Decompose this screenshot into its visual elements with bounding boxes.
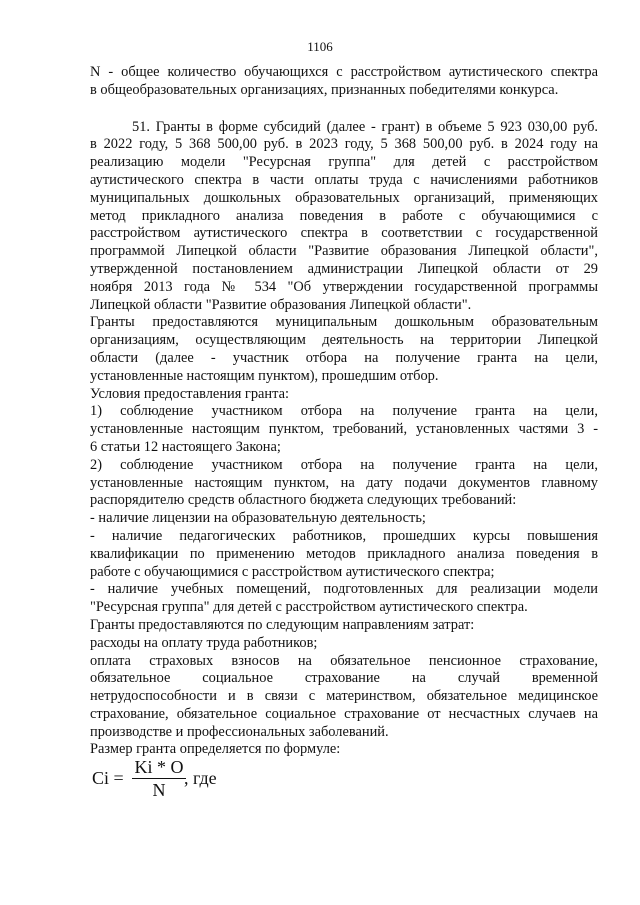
text-line: Размер гранта определяется по формуле: <box>90 741 341 758</box>
page-number: 1106 <box>307 39 333 54</box>
text-line: установленные настоящим пунктом, требований, установленных частями 3 - <box>90 421 598 438</box>
text-line: обязательное социальное страхование на случай временной <box>90 670 598 687</box>
text-line: установленные настоящим пунктом), прошедшим отбор. <box>90 367 439 384</box>
text-line: расстройством аутистического спектра в соответствии с государственной <box>90 225 598 242</box>
formula-numerator: Ki * O <box>134 757 184 777</box>
text-line: реализацию модели "Ресурсная группа" для детей с расстройством <box>90 154 598 171</box>
text-line: "Ресурсная группа" для детей с расстройством аутистического спектра. <box>90 599 528 616</box>
text-line: утвержденной постановлением администрации Липецкой области от 29 <box>90 260 598 277</box>
text-line: организациям, осуществляющим деятельность на территории Липецкой <box>90 332 598 349</box>
text-line: Гранты предоставляются муниципальным дошкольным образовательным <box>90 314 598 331</box>
text-line: квалификации по применению методов прикладного анализа поведения в <box>90 545 598 562</box>
text-line: программой Липецкой области "Развитие образования Липецкой области", <box>90 243 598 260</box>
text-line: в 2022 году, 5 368 500,00 руб. в 2023 году, 5 368 500,00 руб. в 2024 году на <box>90 136 598 153</box>
text-line: аутистического спектра в части оплаты труда с начислениями работников <box>90 171 598 188</box>
text-line: оплата страховых взносов на обязательное пенсионное страхование, <box>90 652 598 669</box>
text-line: N - общее количество обучающихся с расстройством аутистического спектра <box>90 64 598 80</box>
text-line: области (далее - участник отбора на получение гранта на цели, <box>90 349 598 366</box>
text-line: 1) соблюдение участником отбора на получение гранта на цели, <box>90 403 598 420</box>
text-line: 2) соблюдение участником отбора на получение гранта на цели, <box>90 456 598 473</box>
document-body <box>90 64 598 759</box>
text-line: метод прикладного анализа поведения в работе с обучающимися с <box>90 207 598 224</box>
text-line: - наличие лицензии на образовательную деятельность; <box>90 510 426 527</box>
paragraph-gap <box>90 100 598 119</box>
text-line: - наличие учебных помещений, подготовленных для реализации модели <box>90 581 598 598</box>
text-line: Условия предоставления гранта: <box>90 385 289 402</box>
text-line: страхование, обязательное социальное страхование от несчастных случаев на <box>90 705 598 722</box>
formula-denominator: N <box>152 780 166 800</box>
text-line: муниципальных дошкольных образовательных организаций, применяющих <box>90 189 598 206</box>
text-line: установленные настоящим пунктом, на дату подачи документов главному <box>90 474 598 491</box>
text-line: расходы на оплату труда работников; <box>90 634 318 651</box>
text-line: работе с обучающимися с расстройством аутистического спектра; <box>90 563 495 580</box>
text-line: - наличие педагогических работников, прошедших курсы повышения <box>90 527 598 544</box>
text-line: распорядителю средств областного бюджета следующих требований: <box>90 492 517 509</box>
text-line: Гранты предоставляются по следующим направлениям затрат: <box>90 616 475 633</box>
text-line: ноября 2013 года № 534 "Об утверждении государственной программы <box>90 278 598 295</box>
text-line: производстве и профессиональных заболеваний. <box>90 723 389 740</box>
text-line: в общеобразовательных организациях, признанных победителями конкурса. <box>90 81 559 98</box>
text-line: нетрудоспособности и в связи с материнством, обязательное медицинское <box>90 688 598 705</box>
text-line: Липецкой области "Развитие образования Липецкой области". <box>90 296 472 313</box>
formula-tail: , где <box>184 768 217 788</box>
text-line: 6 статьи 12 настоящего Закона; <box>90 438 281 455</box>
formula-lhs: Ci = <box>92 768 124 788</box>
text-line: 51. Гранты в форме субсидий (далее - грант) в объеме 5 923 030,00 руб. <box>132 118 598 135</box>
formula-fraction <box>134 756 184 801</box>
